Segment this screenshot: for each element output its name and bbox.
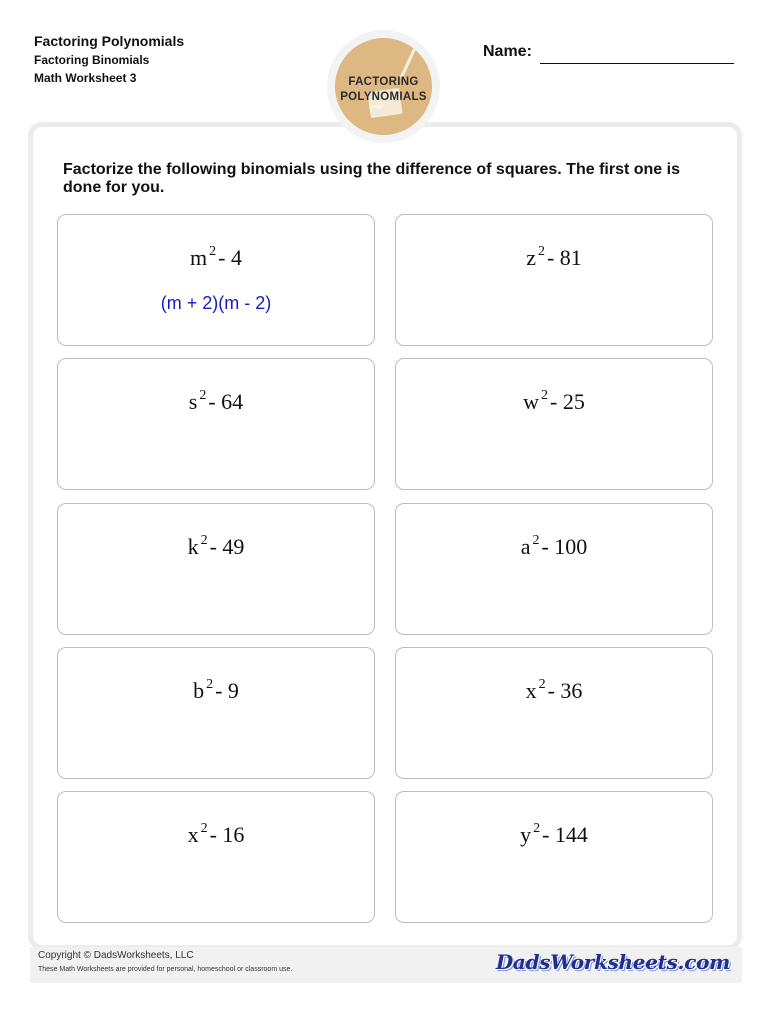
logo-text-line2: POLYNOMIALS bbox=[340, 91, 427, 103]
constant-term: - 64 bbox=[208, 389, 244, 414]
constant-term: - 25 bbox=[550, 389, 585, 414]
answer-area[interactable] bbox=[406, 425, 702, 479]
constant-term: - 9 bbox=[215, 678, 239, 703]
problem-card bbox=[57, 647, 375, 779]
binomial-expression bbox=[396, 534, 712, 560]
binomial-expression bbox=[58, 245, 374, 271]
worksheet-number: Math Worksheet 3 bbox=[34, 71, 137, 85]
problem-card bbox=[395, 503, 713, 635]
exponent: 2 bbox=[206, 676, 214, 692]
exponent: 2 bbox=[200, 532, 208, 548]
problem-card bbox=[57, 214, 375, 346]
constant-term: - 144 bbox=[542, 822, 588, 847]
worksheet-title: Factoring Polynomials bbox=[34, 33, 185, 49]
copyright-text: Copyright © DadsWorksheets, LLC bbox=[38, 950, 194, 961]
problem-card bbox=[395, 358, 713, 490]
variable: y bbox=[520, 822, 532, 847]
constant-term: - 36 bbox=[547, 678, 583, 703]
problem-card bbox=[395, 791, 713, 923]
logo-text-line1: FACTORING bbox=[348, 76, 419, 88]
exponent: 2 bbox=[532, 532, 540, 548]
constant-term: - 49 bbox=[209, 534, 245, 559]
exponent: 2 bbox=[541, 387, 549, 403]
name-label: Name: bbox=[483, 43, 532, 60]
binomial-expression bbox=[396, 245, 712, 271]
answer-area[interactable] bbox=[68, 425, 364, 479]
logo-badge bbox=[335, 38, 432, 135]
dadsworksheets-logo: DadsWorksheets.com bbox=[495, 950, 730, 974]
variable: s bbox=[188, 389, 198, 414]
binomial-expression bbox=[396, 678, 712, 704]
logo-formula: a²+b² bbox=[369, 105, 384, 111]
variable: k bbox=[187, 534, 199, 559]
binomial-expression bbox=[58, 678, 374, 704]
answer-area[interactable] bbox=[406, 858, 702, 912]
constant-term: - 4 bbox=[218, 245, 242, 270]
answer-area[interactable] bbox=[406, 714, 702, 768]
answer-area[interactable] bbox=[68, 714, 364, 768]
problem-card bbox=[57, 358, 375, 490]
footer bbox=[30, 947, 742, 983]
instructions: Factorize the following binomials using the difference of squares. The first one is done for you. bbox=[63, 161, 680, 196]
binomial-expression bbox=[58, 822, 374, 848]
binomial-expression bbox=[58, 534, 374, 560]
answer-area[interactable] bbox=[406, 570, 702, 624]
usage-note: These Math Worksheets are provided for personal, homeschool or classroom use. bbox=[38, 966, 293, 973]
answer-area[interactable] bbox=[406, 281, 702, 335]
exponent: 2 bbox=[199, 387, 207, 403]
answer-area[interactable] bbox=[68, 858, 364, 912]
variable: z bbox=[526, 245, 536, 270]
problem-card bbox=[57, 791, 375, 923]
exponent: 2 bbox=[538, 676, 546, 692]
variable: b bbox=[193, 678, 205, 703]
pencil-icon bbox=[400, 45, 418, 79]
problem-card bbox=[395, 214, 713, 346]
constant-term: - 81 bbox=[546, 245, 582, 270]
worksheet-subtitle: Factoring Binomials bbox=[34, 53, 150, 67]
factoring-polynomials-logo bbox=[327, 30, 440, 143]
binomial-expression bbox=[396, 822, 712, 848]
variable: m bbox=[190, 245, 208, 270]
problem-card bbox=[57, 503, 375, 635]
variable: x bbox=[187, 822, 199, 847]
binomial-expression bbox=[58, 389, 374, 415]
exponent: 2 bbox=[533, 820, 541, 836]
variable: a bbox=[520, 534, 531, 559]
example-answer: (m + 2)(m - 2) bbox=[160, 293, 272, 313]
answer-area[interactable] bbox=[68, 570, 364, 624]
name-field-line[interactable] bbox=[540, 63, 734, 64]
binomial-expression bbox=[396, 389, 712, 415]
exponent: 2 bbox=[209, 243, 217, 259]
exponent: 2 bbox=[200, 820, 208, 836]
variable: w bbox=[523, 389, 540, 414]
problem-card bbox=[395, 647, 713, 779]
worksheet-header bbox=[34, 32, 184, 86]
constant-term: - 100 bbox=[541, 534, 588, 559]
variable: x bbox=[525, 678, 537, 703]
exponent: 2 bbox=[537, 243, 545, 259]
constant-term: - 16 bbox=[209, 822, 245, 847]
